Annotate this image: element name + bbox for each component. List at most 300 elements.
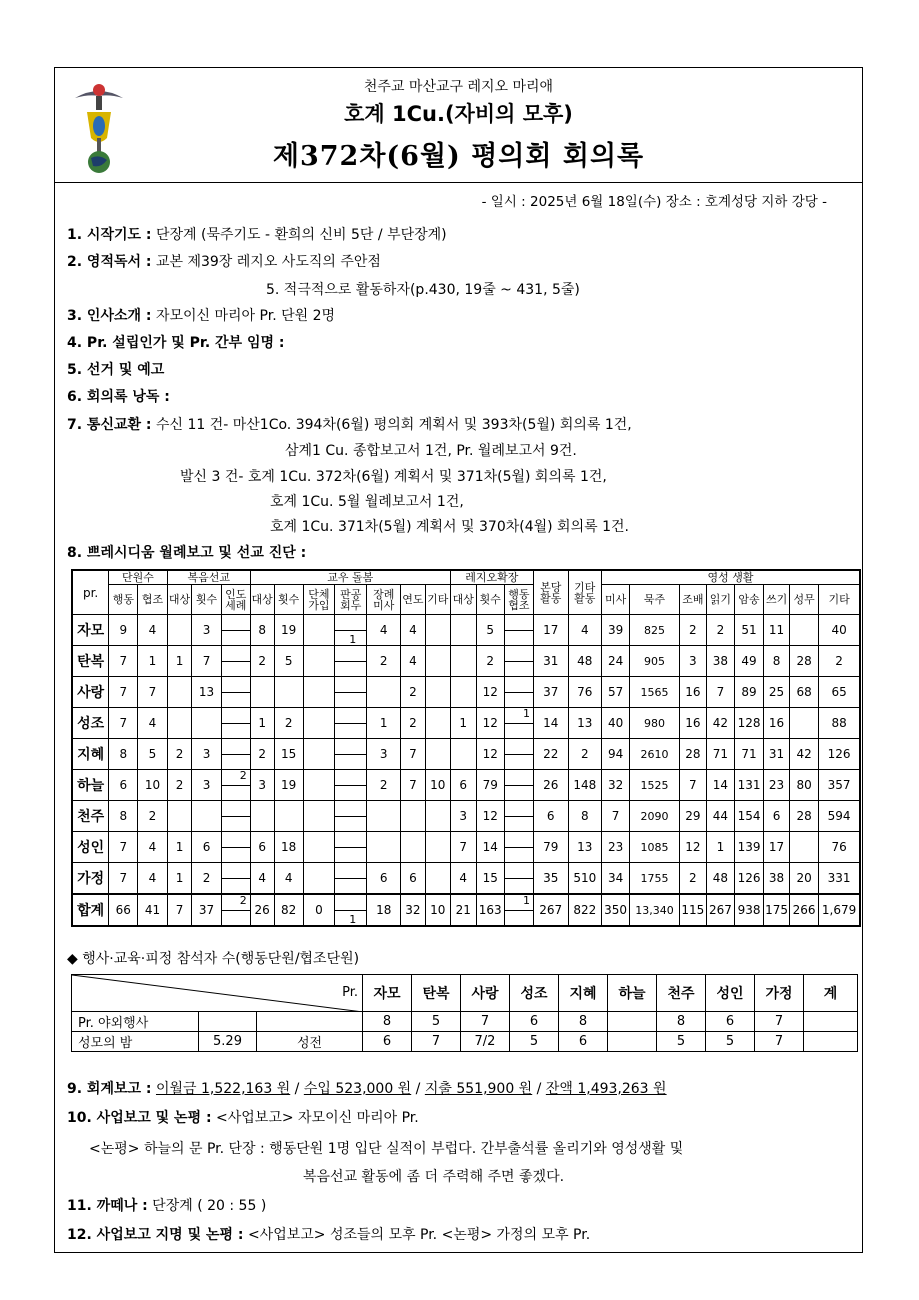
subcol-header: 연도 (400, 585, 425, 615)
report-cell: 6 (450, 770, 476, 801)
item-11-label: 11. 까떼나 : (67, 1198, 148, 1214)
report-cell: 22 (533, 739, 568, 770)
report-cell: 16 (764, 708, 790, 739)
report-cell: 29 (679, 801, 706, 832)
report-cell: 37 (192, 894, 221, 926)
report-cell: 5 (138, 739, 167, 770)
col-pr: pr. (72, 570, 109, 615)
subcol-header: 인도 세례 (221, 585, 250, 615)
row-name: 성조 (72, 708, 109, 739)
report-cell: 1 (706, 832, 734, 863)
item-7-line-2: 삼계1 Cu. 종합보고서 1건, Pr. 월례보고서 9건. (285, 443, 577, 459)
cell-mark: 1 (349, 633, 357, 646)
report-cell: 5 (476, 615, 504, 646)
report-cell (167, 615, 192, 646)
report-cell: 24 (602, 646, 630, 677)
report-cell (250, 677, 274, 708)
item-7-line-5: 호계 1Cu. 371차(5월) 계획서 및 370차(4월) 회의록 1건. (270, 519, 629, 535)
events-cell: 5 (510, 1032, 559, 1052)
events-cell: 7/2 (461, 1032, 510, 1052)
report-cell: 1085 (630, 832, 680, 863)
report-cell (450, 615, 476, 646)
events-col-header: 가정 (755, 975, 804, 1012)
report-cell (335, 894, 367, 926)
report-cell (450, 739, 476, 770)
report-cell: 66 (109, 894, 138, 926)
report-cell: 3 (192, 739, 221, 770)
report-cell (425, 677, 450, 708)
report-cell: 3 (250, 770, 274, 801)
events-cell (199, 1012, 257, 1032)
report-cell: 57 (602, 677, 630, 708)
report-cell: 15 (476, 863, 504, 895)
cell-mark: 1 (349, 913, 357, 926)
report-cell (167, 708, 192, 739)
report-cell: 6 (192, 832, 221, 863)
report-cell: 14 (706, 770, 734, 801)
events-cell: 5.29 (199, 1032, 257, 1052)
report-cell (790, 832, 819, 863)
report-cell: 825 (630, 615, 680, 646)
report-cell (221, 832, 250, 863)
report-cell: 32 (400, 894, 425, 926)
report-cell: 12 (476, 739, 504, 770)
report-cell: 7 (679, 770, 706, 801)
report-cell (504, 677, 533, 708)
report-cell (400, 832, 425, 863)
report-cell: 17 (533, 615, 568, 646)
events-heading: ◆ 행사·교육·피정 참석자 수(행동단원/협조단원) (67, 951, 360, 967)
report-cell (504, 708, 533, 739)
subcol-header: 읽기 (706, 585, 734, 615)
events-cell: 성모의 밤 (72, 1032, 199, 1052)
report-row (72, 739, 860, 770)
row-name: 사랑 (72, 677, 109, 708)
report-cell: 980 (630, 708, 680, 739)
report-cell: 7 (167, 894, 192, 926)
report-cell: 76 (819, 832, 860, 863)
report-cell: 32 (602, 770, 630, 801)
report-cell: 17 (764, 832, 790, 863)
report-cell (335, 739, 367, 770)
report-cell: 175 (764, 894, 790, 926)
report-cell: 20 (790, 863, 819, 895)
subcol-header: 협조 (138, 585, 167, 615)
report-row (72, 677, 860, 708)
item-7 (67, 414, 632, 434)
item-7-text: 수신 11 건- 마산1Co. 394차(6월) 평의회 계획서 및 393차(5월) 회의록 1건, (151, 417, 632, 433)
item-2-text: 교본 제39장 레지오 사도직의 주안점 (151, 254, 381, 270)
report-cell: 2610 (630, 739, 680, 770)
report-cell: 49 (734, 646, 763, 677)
finance-label: 9. 회계보고 : (67, 1081, 152, 1097)
cell-mark: 1 (522, 707, 530, 720)
subcol-header: 기타 (819, 585, 860, 615)
report-cell: 13 (568, 708, 602, 739)
events-cell: 7 (755, 1032, 804, 1052)
report-cell (450, 646, 476, 677)
report-cell: 7 (109, 646, 138, 677)
report-cell (221, 646, 250, 677)
organization-name: 천주교 마산교구 레지오 마리애 (363, 79, 554, 95)
report-cell: 18 (367, 894, 401, 926)
item-1-label: 1. 시작기도 : (67, 227, 152, 243)
events-cell: 6 (510, 1012, 559, 1032)
events-cell: 성전 (257, 1032, 363, 1052)
report-cell: 19 (274, 615, 303, 646)
events-cell (804, 1012, 858, 1032)
report-cell: 9 (109, 615, 138, 646)
subcol-header: 성무 (790, 585, 819, 615)
report-cell: 44 (706, 801, 734, 832)
report-cell (221, 801, 250, 832)
col-gospel: 복음선교 (167, 570, 250, 585)
report-row (72, 801, 860, 832)
report-cell: 31 (764, 739, 790, 770)
report-cell (303, 646, 334, 677)
report-row (72, 770, 860, 801)
report-cell: 2 (367, 770, 401, 801)
report-cell (335, 708, 367, 739)
report-cell (221, 677, 250, 708)
finance-sep: / (532, 1081, 546, 1097)
report-cell (504, 801, 533, 832)
col-parish: 본당 활동 (533, 570, 568, 615)
report-cell: 6 (764, 801, 790, 832)
report-cell (504, 894, 533, 926)
item-7-label: 7. 통신교환 : (67, 417, 152, 433)
report-cell: 7 (400, 739, 425, 770)
report-cell: 88 (819, 708, 860, 739)
report-cell (335, 801, 367, 832)
report-cell: 2 (250, 739, 274, 770)
report-cell: 6 (250, 832, 274, 863)
report-cell: 2 (192, 863, 221, 895)
report-cell: 8 (109, 801, 138, 832)
report-cell (367, 801, 401, 832)
curia-name: 호계 1Cu.(자비의 모후) (344, 102, 573, 126)
cell-mark: 1 (522, 894, 530, 907)
item-1 (67, 224, 447, 244)
report-cell: 28 (679, 739, 706, 770)
report-cell: 350 (602, 894, 630, 926)
report-cell: 16 (679, 677, 706, 708)
report-cell: 4 (568, 615, 602, 646)
report-cell: 4 (138, 615, 167, 646)
events-col-header: 하늘 (608, 975, 657, 1012)
subcol-header: 조배 (679, 585, 706, 615)
report-row (72, 708, 860, 739)
report-cell (367, 677, 401, 708)
report-cell: 25 (764, 677, 790, 708)
report-cell (303, 832, 334, 863)
report-cell: 13,340 (630, 894, 680, 926)
report-cell (303, 801, 334, 832)
row-name: 하늘 (72, 770, 109, 801)
report-cell: 1 (167, 863, 192, 895)
item-2-label: 2. 영적독서 : (67, 254, 152, 270)
report-cell (303, 770, 334, 801)
report-cell (221, 770, 250, 801)
report-cell: 15 (274, 739, 303, 770)
cell-mark: 2 (239, 894, 247, 907)
report-cell: 7 (109, 677, 138, 708)
report-cell (425, 615, 450, 646)
report-cell: 23 (602, 832, 630, 863)
row-name: 합계 (72, 894, 109, 926)
events-cell: 5 (412, 1012, 461, 1032)
item-1-text: 단장계 (묵주기도 - 환희의 신비 5단 / 부단장계) (151, 227, 447, 243)
finance-sep: / (290, 1081, 304, 1097)
report-cell: 3 (367, 739, 401, 770)
report-cell: 4 (250, 863, 274, 895)
report-cell (425, 739, 450, 770)
report-cell: 7 (138, 677, 167, 708)
report-cell: 37 (533, 677, 568, 708)
report-cell (504, 863, 533, 895)
report-cell: 38 (764, 863, 790, 895)
report-cell: 2 (167, 739, 192, 770)
item-11 (67, 1195, 266, 1215)
report-cell: 48 (706, 863, 734, 895)
report-cell: 1 (167, 832, 192, 863)
report-cell: 42 (706, 708, 734, 739)
document-frame (54, 67, 863, 1253)
item-7-line-4: 호계 1Cu. 5월 월례보고서 1건, (270, 494, 464, 510)
subcol-header: 쓰기 (764, 585, 790, 615)
report-cell: 7 (602, 801, 630, 832)
report-cell (250, 801, 274, 832)
report-cell (335, 615, 367, 646)
report-cell: 41 (138, 894, 167, 926)
report-cell (504, 739, 533, 770)
events-col-header: 천주 (657, 975, 706, 1012)
report-cell (425, 801, 450, 832)
item-11-text: 단장계 ( 20 : 55 ) (147, 1198, 267, 1214)
subcol-header: 행동 (109, 585, 138, 615)
item-2-continuation: 5. 적극적으로 활동하자(p.430, 19줄 ~ 431, 5줄) (266, 282, 580, 298)
item-10-label: 10. 사업보고 및 논평 : (67, 1110, 212, 1126)
report-cell: 23 (764, 770, 790, 801)
report-cell (335, 646, 367, 677)
report-cell: 1525 (630, 770, 680, 801)
subcol-header: 장례 미사 (367, 585, 401, 615)
report-cell: 266 (790, 894, 819, 926)
row-name: 지혜 (72, 739, 109, 770)
report-cell: 822 (568, 894, 602, 926)
report-cell: 1 (367, 708, 401, 739)
report-cell: 82 (274, 894, 303, 926)
col-spirit: 영성 생활 (602, 570, 860, 585)
report-cell (335, 677, 367, 708)
events-col-header: 성조 (510, 975, 559, 1012)
cell-mark: 2 (239, 769, 247, 782)
report-cell: 6 (533, 801, 568, 832)
report-cell: 1 (450, 708, 476, 739)
report-cell: 4 (367, 615, 401, 646)
report-cell: 12 (476, 708, 504, 739)
report-cell: 12 (476, 677, 504, 708)
report-cell: 2 (400, 708, 425, 739)
report-cell: 4 (138, 708, 167, 739)
report-cell: 2090 (630, 801, 680, 832)
report-cell: 2 (138, 801, 167, 832)
report-cell: 905 (630, 646, 680, 677)
report-cell: 12 (476, 801, 504, 832)
report-cell: 79 (476, 770, 504, 801)
report-cell: 65 (819, 677, 860, 708)
finance-balance: 잔액 1,493,263 원 (545, 1081, 667, 1097)
report-cell (303, 863, 334, 895)
item-10-text: <사업보고> 자모이신 마리아 Pr. (211, 1110, 419, 1126)
report-cell: 139 (734, 832, 763, 863)
report-cell: 11 (764, 615, 790, 646)
report-cell: 3 (679, 646, 706, 677)
report-cell: 357 (819, 770, 860, 801)
report-cell: 12 (679, 832, 706, 863)
events-col-header: 지혜 (559, 975, 608, 1012)
report-cell: 7 (192, 646, 221, 677)
report-row (72, 894, 860, 926)
report-cell: 28 (790, 801, 819, 832)
report-cell (167, 801, 192, 832)
report-cell: 938 (734, 894, 763, 926)
report-cell: 26 (533, 770, 568, 801)
item-10-comment-cont: 복음선교 활동에 좀 더 주력해 주면 좋겠다. (303, 1169, 565, 1185)
report-cell (450, 677, 476, 708)
events-cell: 5 (706, 1032, 755, 1052)
report-cell: 8 (109, 739, 138, 770)
report-cell: 5 (274, 646, 303, 677)
report-cell: 40 (819, 615, 860, 646)
report-cell: 2 (167, 770, 192, 801)
report-cell (400, 801, 425, 832)
report-cell (303, 615, 334, 646)
report-cell: 18 (274, 832, 303, 863)
report-cell: 7 (706, 677, 734, 708)
events-row (72, 1032, 858, 1052)
report-cell: 2 (367, 646, 401, 677)
item-2 (67, 251, 381, 271)
report-cell (221, 894, 250, 926)
report-cell (303, 708, 334, 739)
report-cell (790, 615, 819, 646)
report-cell: 2 (706, 615, 734, 646)
report-cell: 2 (274, 708, 303, 739)
report-cell: 31 (533, 646, 568, 677)
report-cell (303, 677, 334, 708)
report-cell: 89 (734, 677, 763, 708)
report-row (72, 863, 860, 895)
subcol-header: 암송 (734, 585, 763, 615)
report-cell: 14 (476, 832, 504, 863)
report-cell: 7 (109, 863, 138, 895)
events-col-header: 사랑 (461, 975, 510, 1012)
report-row (72, 646, 860, 677)
report-cell (504, 646, 533, 677)
report-cell (221, 739, 250, 770)
item-10 (67, 1107, 419, 1127)
report-cell (425, 646, 450, 677)
subcol-header: 대상 (167, 585, 192, 615)
report-cell: 38 (706, 646, 734, 677)
report-cell: 21 (450, 894, 476, 926)
report-cell: 13 (192, 677, 221, 708)
report-cell (335, 832, 367, 863)
events-col-header: 성인 (706, 975, 755, 1012)
report-cell (504, 770, 533, 801)
col-legion: 레지오확장 (450, 570, 533, 585)
item-10-comment: <논평> 하늘의 문 Pr. 단장 : 행동단원 1명 입단 실적이 부럽다. 간부출석률 올리기와 영성생활 및 (89, 1141, 684, 1157)
events-cell (804, 1032, 858, 1052)
report-cell (221, 863, 250, 895)
report-cell: 3 (450, 801, 476, 832)
report-cell: 1755 (630, 863, 680, 895)
events-cell: 7 (461, 1012, 510, 1032)
diagonal-line (72, 975, 363, 1012)
col-care: 교우 돌봄 (250, 570, 450, 585)
report-cell: 4 (138, 863, 167, 895)
report-cell: 2 (679, 863, 706, 895)
date-location-line: - 일시 : 2025년 6월 18일(수) 장소 : 호계성당 지하 강당 - (481, 194, 827, 210)
item-7-line-3: 발신 3 건- 호계 1Cu. 372차(6월) 계획서 및 371차(5월) 회의록 1건, (180, 469, 607, 485)
row-name: 가정 (72, 863, 109, 895)
item-3-label: 3. 인사소개 : (67, 308, 152, 324)
report-cell: 39 (602, 615, 630, 646)
report-cell: 1 (250, 708, 274, 739)
finance-income: 수입 523,000 원 (303, 1081, 412, 1097)
report-cell: 131 (734, 770, 763, 801)
events-diagonal-header (72, 975, 363, 1012)
report-cell: 76 (568, 677, 602, 708)
report-cell: 267 (533, 894, 568, 926)
item-4: 4. Pr. 설립인가 및 Pr. 간부 임명 : (67, 335, 285, 351)
item-12-text: <사업보고> 성조들의 모후 Pr. <논평> 가정의 모후 Pr. (243, 1227, 591, 1243)
events-pr-label: Pr. (342, 985, 358, 1000)
report-cell: 48 (568, 646, 602, 677)
report-cell: 7 (109, 708, 138, 739)
report-cell: 128 (734, 708, 763, 739)
subcol-header: 횟수 (274, 585, 303, 615)
item-5: 5. 선거 및 예고 (67, 362, 165, 378)
report-cell: 2 (400, 677, 425, 708)
subcol-header: 횟수 (192, 585, 221, 615)
events-cell (608, 1012, 657, 1032)
events-cell: 8 (559, 1012, 608, 1032)
report-cell: 4 (450, 863, 476, 895)
report-cell: 2 (250, 646, 274, 677)
report-cell: 4 (400, 615, 425, 646)
report-cell: 7 (400, 770, 425, 801)
events-cell (608, 1032, 657, 1052)
report-cell (425, 832, 450, 863)
events-row (72, 1012, 858, 1032)
report-cell: 40 (602, 708, 630, 739)
item-9 (67, 1078, 667, 1098)
document-header (55, 68, 862, 183)
report-row (72, 615, 860, 646)
events-table (71, 974, 858, 1052)
report-cell: 126 (734, 863, 763, 895)
monthly-report-table (71, 569, 861, 927)
events-cell: 7 (412, 1032, 461, 1052)
report-cell: 71 (706, 739, 734, 770)
row-name: 성인 (72, 832, 109, 863)
finance-expense: 지출 551,900 원 (424, 1081, 533, 1097)
report-cell: 94 (602, 739, 630, 770)
report-cell: 16 (679, 708, 706, 739)
item-3 (67, 305, 335, 325)
